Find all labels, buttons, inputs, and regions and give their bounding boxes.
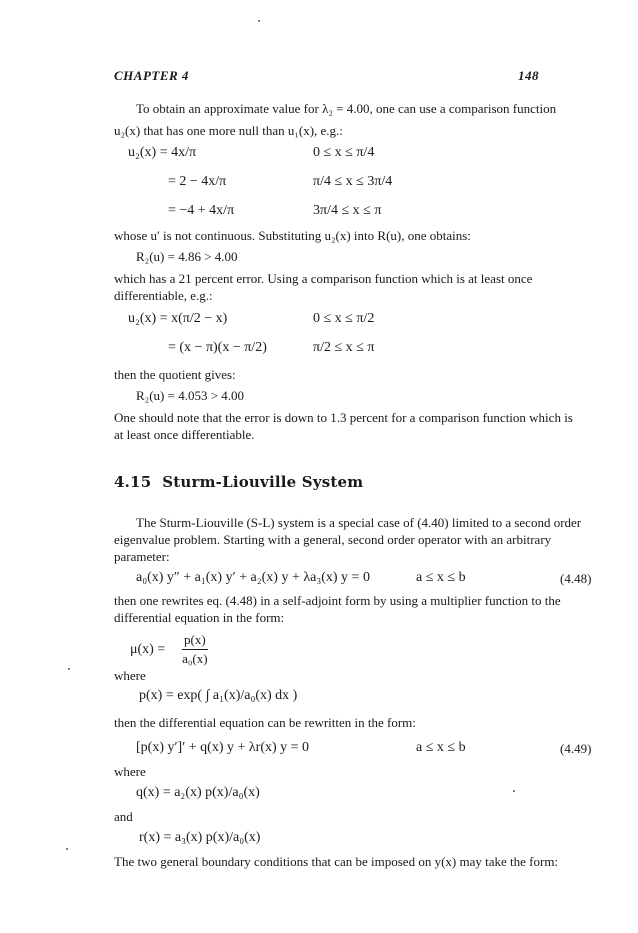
chapter-heading: CHAPTER 4	[114, 68, 189, 83]
equation-449-range: a ≤ x ≤ b	[416, 740, 466, 755]
equation-448-range: a ≤ x ≤ b	[416, 570, 466, 585]
equation-u2-smooth-row1-range: 0 ≤ x ≤ π/2	[313, 311, 375, 326]
intro-line-2: u₂(x) that has one more null than u₁(x), e.g.:	[114, 123, 343, 138]
equation-mu-numerator: p(x)	[182, 632, 208, 650]
text-not-continuous: whose u′ is not continuous. Substituting u₂(x) into R(u), one obtains:	[114, 228, 471, 243]
equation-449-expr: [p(x) y′]′ + q(x) y + λr(x) y = 0	[136, 740, 310, 755]
text-conclusion-line-1: One should note that the error is down to 1.3 percent for a comparison function which is	[114, 410, 573, 425]
equation-u2-smooth-row2-range: π/2 ≤ x ≤ π	[313, 340, 375, 355]
equation-u2-row2-expr: = 2 − 4x/π	[168, 174, 227, 189]
text-where-2: where	[114, 764, 146, 779]
sl-intro-line-1: The Sturm-Liouville (S-L) system is a special case of (4.40) limited to a second order	[136, 515, 582, 530]
text-error-line-2: differentiable, e.g.:	[114, 288, 213, 303]
equation-u2-row1-range: 0 ≤ x ≤ π/4	[313, 145, 375, 160]
equation-mu-fraction	[182, 632, 208, 667]
equation-r: r(x) = a₃(x) p(x)/a₀(x)	[139, 830, 261, 845]
scan-speck	[513, 790, 515, 792]
equation-mu-denominator: a₀(x)	[182, 651, 208, 666]
equation-448-label: (4.48)	[560, 571, 592, 586]
text-and: and	[114, 809, 133, 824]
section-title: Sturm-Liouville System	[162, 473, 364, 491]
equation-q: q(x) = a₂(x) p(x)/a₀(x)	[136, 785, 260, 800]
equation-mu-lhs: μ(x) =	[130, 642, 166, 657]
equation-448-expr: a₀(x) y″ + a₁(x) y′ + a₂(x) y + λa₃(x) y = 0	[136, 570, 370, 585]
text-rewritten: then the differential equation can be rewritten in the form:	[114, 715, 416, 730]
equation-u2-row2-range: π/4 ≤ x ≤ 3π/4	[313, 174, 393, 189]
equation-R-first: R₂(u) = 4.86 > 4.00	[136, 249, 238, 264]
equation-p: p(x) = exp( ∫ a₁(x)/a₀(x) dx )	[139, 688, 298, 703]
text-selfadjoint-line-1: then one rewrites eq. (4.48) in a self-adjoint form by using a multiplier function to the	[114, 593, 561, 608]
equation-u2-smooth-row1-expr: u₂(x) = x(π/2 − x)	[128, 311, 228, 326]
equation-449-label: (4.49)	[560, 741, 592, 756]
scan-speck	[66, 848, 68, 850]
section-heading	[114, 474, 363, 490]
equation-u2-row1-expr: u₂(x) = 4x/π	[128, 145, 197, 160]
section-number: 4.15	[114, 473, 152, 491]
text-selfadjoint-line-2: differential equation in the form:	[114, 610, 285, 625]
text-boundary: The two general boundary conditions that can be imposed on y(x) may take the form:	[114, 854, 559, 869]
equation-u2-row3-range: 3π/4 ≤ x ≤ π	[313, 203, 382, 218]
equation-u2-smooth-row2-expr: = (x − π)(x − π/2)	[168, 340, 267, 355]
scan-speck	[68, 668, 70, 670]
scan-speck	[258, 20, 260, 22]
equation-u2-row3-expr: = −4 + 4x/π	[168, 203, 235, 218]
page-number: 148	[518, 68, 539, 83]
text-conclusion-line-2: at least once differentiable.	[114, 427, 255, 442]
sl-intro-line-3: parameter:	[114, 549, 170, 564]
text-where-1: where	[114, 668, 146, 683]
text-error-line-1: which has a 21 percent error. Using a comparison function which is at least once	[114, 271, 533, 286]
text-quotient: then the quotient gives:	[114, 367, 236, 382]
sl-intro-line-2: eigenvalue problem. Starting with a general, second order operator with an arbitrary	[114, 532, 552, 547]
intro-line-1: To obtain an approximate value for λ₂ = 4.00, one can use a comparison function	[136, 101, 557, 116]
equation-R-second: R₂(u) = 4.053 > 4.00	[136, 388, 245, 403]
